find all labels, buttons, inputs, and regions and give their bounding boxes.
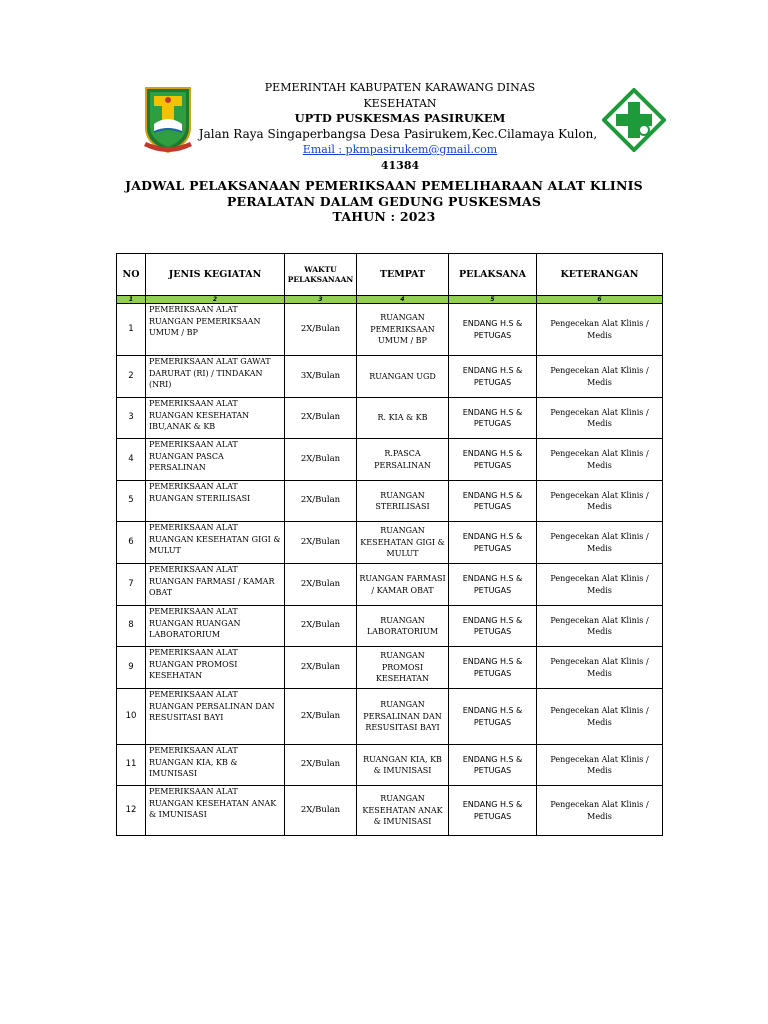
row-keterangan: Pengecekan Alat Klinis / Medis bbox=[537, 606, 663, 647]
row-waktu: 2X/Bulan bbox=[285, 647, 357, 689]
row-number: 11 bbox=[117, 745, 146, 786]
row-jenis-kegiatan: PEMERIKSAAN ALAT RUANGAN PERSALINAN DAN RESUSITASI BAYI bbox=[146, 689, 285, 745]
row-tempat: RUANGAN FARMASI / KAMAR OBAT bbox=[357, 564, 449, 606]
row-number: 5 bbox=[117, 481, 146, 522]
row-number: 4 bbox=[117, 439, 146, 481]
row-number: 7 bbox=[117, 564, 146, 606]
column-number-row bbox=[117, 296, 663, 304]
column-number: 4 bbox=[357, 296, 449, 304]
row-jenis-kegiatan: PEMERIKSAAN ALAT RUANGAN STERILISASI bbox=[146, 481, 285, 522]
header-jenis-kegiatan: JENIS KEGIATAN bbox=[146, 254, 285, 296]
table-row bbox=[117, 647, 663, 689]
letterhead bbox=[0, 0, 768, 170]
row-waktu: 2X/Bulan bbox=[285, 481, 357, 522]
column-number: 2 bbox=[146, 296, 285, 304]
schedule-table bbox=[116, 253, 663, 836]
row-waktu: 2X/Bulan bbox=[285, 689, 357, 745]
row-waktu: 2X/Bulan bbox=[285, 786, 357, 836]
row-jenis-kegiatan: PEMERIKSAAN ALAT RUANGAN FARMASI / KAMAR OBAT bbox=[146, 564, 285, 606]
table-row bbox=[117, 522, 663, 564]
row-keterangan: Pengecekan Alat Klinis / Medis bbox=[537, 786, 663, 836]
table-row bbox=[117, 398, 663, 439]
row-pelaksana: ENDANG H.S & PETUGAS bbox=[449, 398, 537, 439]
row-pelaksana: ENDANG H.S & PETUGAS bbox=[449, 606, 537, 647]
table-header-row bbox=[117, 254, 663, 296]
header-no: NO bbox=[117, 254, 146, 296]
row-tempat: RUANGAN PROMOSI KESEHATAN bbox=[357, 647, 449, 689]
table-row bbox=[117, 356, 663, 398]
row-jenis-kegiatan: PEMERIKSAAN ALAT RUANGAN KESEHATAN GIGI & MULUT bbox=[146, 522, 285, 564]
puskesmas-logo-icon bbox=[602, 88, 666, 152]
row-waktu: 2X/Bulan bbox=[285, 398, 357, 439]
agency-line-1: PEMERINTAH KABUPATEN KARAWANG DINAS bbox=[264, 81, 536, 94]
document-title bbox=[0, 178, 768, 225]
row-waktu: 2X/Bulan bbox=[285, 564, 357, 606]
row-pelaksana: ENDANG H.S & PETUGAS bbox=[449, 647, 537, 689]
row-waktu: 2X/Bulan bbox=[285, 745, 357, 786]
row-jenis-kegiatan: PEMERIKSAAN ALAT RUANGAN PASCA PERSALINAN bbox=[146, 439, 285, 481]
table-row bbox=[117, 745, 663, 786]
row-pelaksana: ENDANG H.S & PETUGAS bbox=[449, 564, 537, 606]
row-tempat: R.PASCA PERSALINAN bbox=[357, 439, 449, 481]
table-row bbox=[117, 689, 663, 745]
row-pelaksana: ENDANG H.S & PETUGAS bbox=[449, 481, 537, 522]
agency-line-2: KESEHATAN bbox=[363, 96, 437, 110]
row-jenis-kegiatan: PEMERIKSAAN ALAT RUANGAN RUANGAN LABORATORIUM bbox=[146, 606, 285, 647]
row-number: 2 bbox=[117, 356, 146, 398]
row-pelaksana: ENDANG H.S & PETUGAS bbox=[449, 439, 537, 481]
row-number: 10 bbox=[117, 689, 146, 745]
row-tempat: R. KIA & KB bbox=[357, 398, 449, 439]
row-waktu: 3X/Bulan bbox=[285, 356, 357, 398]
row-waktu: 2X/Bulan bbox=[285, 304, 357, 356]
header-pelaksana: PELAKSANA bbox=[449, 254, 537, 296]
row-number: 12 bbox=[117, 786, 146, 836]
row-jenis-kegiatan: PEMERIKSAAN ALAT RUANGAN KIA, KB & IMUNISASI bbox=[146, 745, 285, 786]
row-number: 9 bbox=[117, 647, 146, 689]
column-number: 1 bbox=[117, 296, 146, 304]
row-keterangan: Pengecekan Alat Klinis / Medis bbox=[537, 356, 663, 398]
row-tempat: RUANGAN KIA, KB & IMUNISASI bbox=[357, 745, 449, 786]
row-number: 6 bbox=[117, 522, 146, 564]
row-pelaksana: ENDANG H.S & PETUGAS bbox=[449, 786, 537, 836]
header-waktu-pelaksanaan: WAKTU PELAKSANAAN bbox=[285, 254, 357, 296]
header-tempat: TEMPAT bbox=[357, 254, 449, 296]
column-number: 6 bbox=[537, 296, 663, 304]
email-link[interactable]: Email : pkmpasirukem@gmail.com bbox=[302, 143, 498, 156]
table-row bbox=[117, 481, 663, 522]
row-keterangan: Pengecekan Alat Klinis / Medis bbox=[537, 564, 663, 606]
row-pelaksana: ENDANG H.S & PETUGAS bbox=[449, 689, 537, 745]
table-row bbox=[117, 786, 663, 836]
row-tempat: RUANGAN KESEHATAN GIGI & MULUT bbox=[357, 522, 449, 564]
address: Jalan Raya Singaperbangsa Desa Pasirukem,Kec.Cilamaya Kulon, bbox=[198, 126, 598, 141]
row-tempat: RUANGAN UGD bbox=[357, 356, 449, 398]
row-number: 3 bbox=[117, 398, 146, 439]
table-row bbox=[117, 304, 663, 356]
column-number: 3 bbox=[285, 296, 357, 304]
row-number: 8 bbox=[117, 606, 146, 647]
row-keterangan: Pengecekan Alat Klinis / Medis bbox=[537, 647, 663, 689]
column-number: 5 bbox=[449, 296, 537, 304]
title-year: TAHUN : 2023 bbox=[332, 209, 436, 224]
title-line-2: PERALATAN DALAM GEDUNG PUSKESMAS bbox=[226, 193, 542, 209]
row-keterangan: Pengecekan Alat Klinis / Medis bbox=[537, 481, 663, 522]
row-jenis-kegiatan: PEMERIKSAAN ALAT RUANGAN KESEHATAN ANAK & IMUNISASI bbox=[146, 786, 285, 836]
row-jenis-kegiatan: PEMERIKSAAN ALAT GAWAT DARURAT (RI) / TINDAKAN (NRI) bbox=[146, 356, 285, 398]
table-row bbox=[117, 439, 663, 481]
row-tempat: RUANGAN PEMERIKSAAN UMUM / BP bbox=[357, 304, 449, 356]
header-keterangan: KETERANGAN bbox=[537, 254, 663, 296]
row-tempat: RUANGAN KESEHATAN ANAK & IMUNISASI bbox=[357, 786, 449, 836]
row-tempat: RUANGAN LABORATORIUM bbox=[357, 606, 449, 647]
row-pelaksana: ENDANG H.S & PETUGAS bbox=[449, 356, 537, 398]
letterhead-text bbox=[200, 80, 600, 173]
row-keterangan: Pengecekan Alat Klinis / Medis bbox=[537, 439, 663, 481]
postal-code: 41384 bbox=[380, 158, 420, 172]
row-keterangan: Pengecekan Alat Klinis / Medis bbox=[537, 304, 663, 356]
row-tempat: RUANGAN PERSALINAN DAN RESUSITASI BAYI bbox=[357, 689, 449, 745]
row-pelaksana: ENDANG H.S & PETUGAS bbox=[449, 304, 537, 356]
row-jenis-kegiatan: PEMERIKSAAN ALAT RUANGAN PEMERIKSAAN UMUM / BP bbox=[146, 304, 285, 356]
row-waktu: 2X/Bulan bbox=[285, 606, 357, 647]
table-row bbox=[117, 606, 663, 647]
title-line-1: JADWAL PELAKSANAAN PEMERIKSAAN PEMELIHARAAN ALAT KLINIS bbox=[125, 178, 643, 193]
row-keterangan: Pengecekan Alat Klinis / Medis bbox=[537, 745, 663, 786]
row-waktu: 2X/Bulan bbox=[285, 439, 357, 481]
karawang-regency-emblem-icon bbox=[140, 84, 196, 156]
table-body bbox=[117, 304, 663, 836]
row-pelaksana: ENDANG H.S & PETUGAS bbox=[449, 522, 537, 564]
row-jenis-kegiatan: PEMERIKSAAN ALAT RUANGAN KESEHATAN IBU,ANAK & KB bbox=[146, 398, 285, 439]
row-tempat: RUANGAN STERILISASI bbox=[357, 481, 449, 522]
row-keterangan: Pengecekan Alat Klinis / Medis bbox=[537, 689, 663, 745]
table-row bbox=[117, 564, 663, 606]
row-keterangan: Pengecekan Alat Klinis / Medis bbox=[537, 522, 663, 564]
row-keterangan: Pengecekan Alat Klinis / Medis bbox=[537, 398, 663, 439]
row-waktu: 2X/Bulan bbox=[285, 522, 357, 564]
row-jenis-kegiatan: PEMERIKSAAN ALAT RUANGAN PROMOSI KESEHATAN bbox=[146, 647, 285, 689]
row-pelaksana: ENDANG H.S & PETUGAS bbox=[449, 745, 537, 786]
row-number: 1 bbox=[117, 304, 146, 356]
puskesmas-name: UPTD PUSKESMAS PASIRUKEM bbox=[294, 111, 506, 125]
